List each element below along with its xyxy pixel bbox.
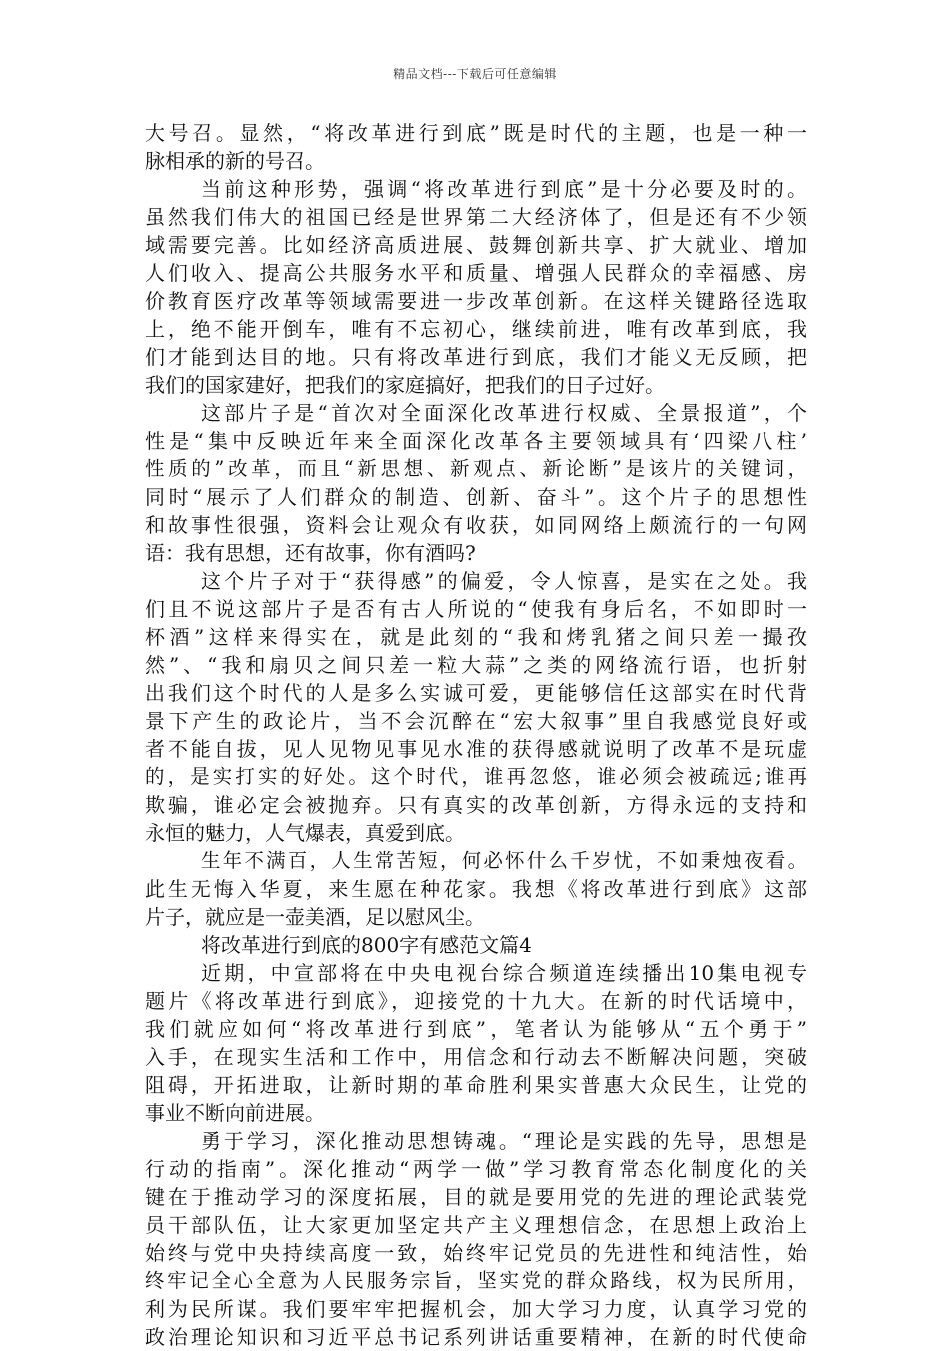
document-body	[145, 119, 807, 1351]
text-line: 域需要完善。比如经济高质进展、鼓舞创新共享、扩大就业、增加	[145, 233, 807, 257]
text-line: 始终与党中央持续高度一致，始终牢记党员的先进性和纯洁性，始	[145, 1241, 807, 1265]
text-line: 景下产生的政论片，当不会沉醉在“宏大叙事”里自我感觉良好或	[145, 709, 807, 733]
text-line: 阻碍，开拓进取，让新时期的革命胜利果实普惠大众民生，让党的	[145, 1073, 807, 1097]
text-line: 语：我有思想，还有故事，你有酒吗?	[145, 541, 476, 565]
text-line: 价教育医疗改革等领域需要进一步改革创新。在这样关键路径选取	[145, 289, 807, 313]
text-line: 政治理论知识和习近平总书记系列讲话重要精神，在新的时代使命	[145, 1325, 807, 1349]
text-line: 当前这种形势，强调“将改革进行到底”是十分必要及时的。	[201, 177, 807, 201]
text-line: 们且不说这部片子是否有古人所说的“使我有身后名，不如即时一	[145, 597, 807, 621]
text-line: 题片《将改革进行到底》，迎接党的十九大。在新的时代话境中，	[145, 989, 807, 1013]
text-line: 人们收入、提高公共服务水平和质量、增强人民群众的幸福感、房	[145, 261, 807, 285]
text-line: 片子，就应是一壶美酒，足以慰风尘。	[145, 905, 485, 929]
text-line: 这部片子是“首次对全面深化改革进行权威、全景报道”，个	[201, 401, 807, 425]
text-line: 我们的国家建好，把我们的家庭搞好，把我们的日子过好。	[145, 373, 665, 397]
text-line: 入手，在现实生活和工作中，用信念和行动去不断解决问题，突破	[145, 1045, 807, 1069]
text-line: 这个片子对于“获得感”的偏爱，令人惊喜，是实在之处。我	[201, 569, 807, 593]
text-line: 们才能到达目的地。只有将改革进行到底，我们才能义无反顾，把	[145, 345, 807, 369]
text-line: 者不能自拔，见人见物见事见水准的获得感就说明了改革不是玩虚	[145, 737, 807, 761]
text-line: 和故事性很强，资料会让观众有收获，如同网络上颇流行的一句网	[145, 513, 807, 537]
text-line: 脉相承的新的号召。	[145, 149, 325, 173]
text-line: 的，是实打实的好处。这个时代，谁再忽悠，谁必须会被疏远;谁再	[145, 765, 807, 788]
text-line: 事业不断向前进展。	[145, 1101, 325, 1125]
text-line: 勇于学习，深化推动思想铸魂。“理论是实践的先导，思想是	[201, 1129, 807, 1153]
section-heading: 将改革进行到底的800字有感范文篇4	[201, 933, 532, 957]
text-line: 欺骗，谁必定会被抛弃。只有真实的改革创新，方得永远的支持和	[145, 793, 807, 817]
text-line: 利为民所谋。我们要牢牢把握机会，加大学习力度，认真学习党的	[145, 1297, 807, 1321]
text-line: 此生无悔入华夏，来生愿在种花家。我想《将改革进行到底》这部	[145, 877, 807, 901]
text-line: 然”、“我和扇贝之间只差一粒大蒜”之类的网络流行语，也折射	[145, 653, 807, 677]
text-line: 性是“集中反映近年来全面深化改革各主要领域具有‘四梁八柱’	[145, 429, 807, 453]
text-line: 同时“展示了人们群众的制造、创新、奋斗”。这个片子的思想性	[145, 485, 807, 509]
text-line: 出我们这个时代的人是多么实诚可爱，更能够信任这部实在时代背	[145, 681, 807, 705]
text-line: 杯酒”这样来得实在，就是此刻的“我和烤乳猪之间只差一撮孜	[145, 625, 807, 649]
page-header: 精品文档---下载后可任意编辑	[393, 67, 557, 81]
text-line: 我们就应如何“将改革进行到底”，笔者认为能够从“五个勇于”	[145, 1017, 807, 1041]
text-line: 员干部队伍，让大家更加坚定共产主义理想信念，在思想上政治上	[145, 1213, 807, 1237]
text-line: 虽然我们伟大的祖国已经是世界第二大经济体了，但是还有不少领	[145, 205, 807, 229]
text-line: 永恒的魅力，人气爆表，真爱到底。	[145, 821, 465, 845]
text-line: 生年不满百，人生常苦短，何必怀什么千岁忧，不如秉烛夜看。	[201, 849, 807, 872]
text-line: 近期，中宣部将在中央电视台综合频道连续播出10集电视专	[201, 961, 807, 985]
text-line: 上，绝不能开倒车，唯有不忘初心，继续前进，唯有改革到底，我	[145, 317, 807, 341]
text-line: 大号召。显然，“将改革进行到底”既是时代的主题，也是一种一	[145, 121, 807, 145]
text-line: 性质的”改革，而且“新思想、新观点、新论断”是该片的关键词，	[145, 457, 807, 480]
text-line: 终牢记全心全意为人民服务宗旨，坚实党的群众路线，权为民所用，	[145, 1269, 807, 1292]
text-line: 键在于推动学习的深度拓展，目的就是要用党的先进的理论武装党	[145, 1185, 807, 1209]
text-line: 行动的指南”。深化推动“两学一做”学习教育常态化制度化的关	[145, 1157, 807, 1181]
